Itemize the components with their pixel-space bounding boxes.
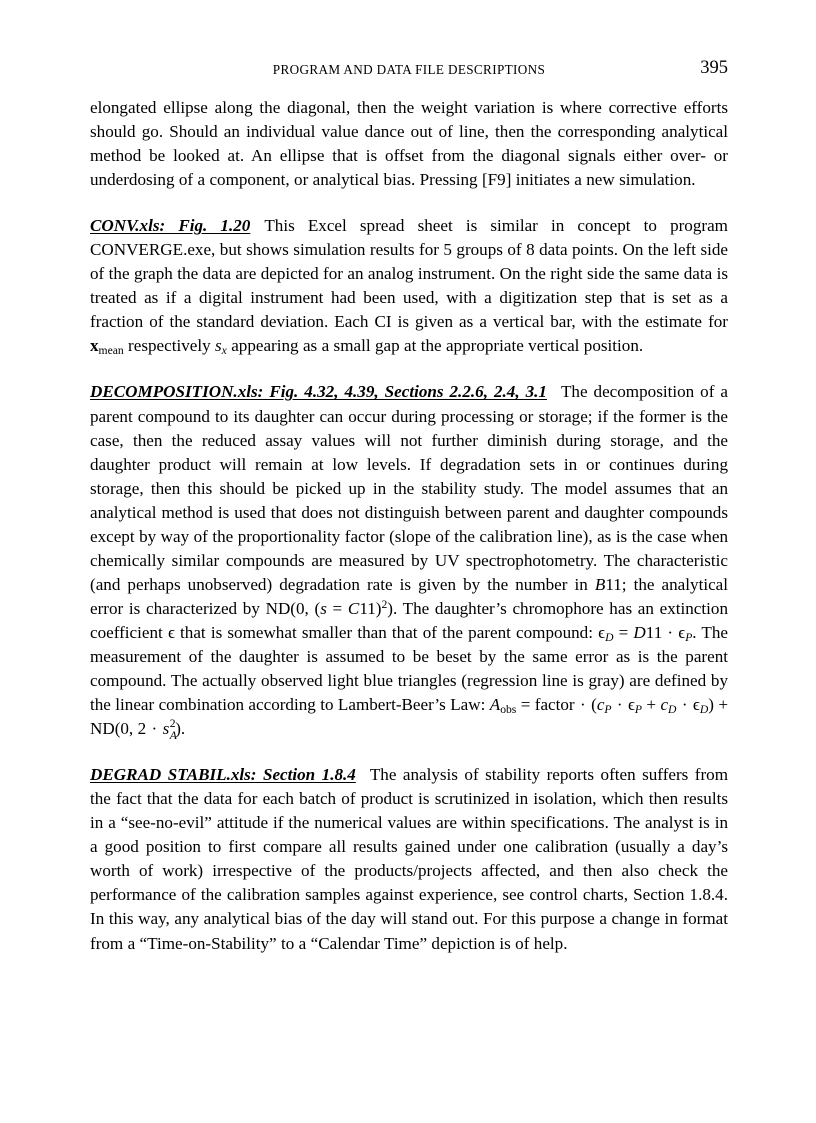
formula-dot-3: · (677, 695, 692, 715)
run-in-heading-conv-xls: CONV.xls: Fig. 1.20 (90, 216, 251, 236)
math-x-mean-base: x (90, 336, 99, 356)
run-in-heading-decomposition-xls: DECOMPOSITION.xls: Fig. 4.32, 4.39, Sections 2.2.6, 2.4, 3.1 (90, 382, 547, 402)
math-s-symbol: s (320, 598, 327, 618)
formula-cp-subscript: P (604, 703, 612, 717)
math-d11-letter: D (633, 622, 646, 642)
formula-cd-subscript: D (668, 703, 677, 717)
math-epsilon-d-subscript: D (605, 630, 614, 644)
math-c11-letter: C (347, 598, 360, 618)
formula-epsilon-p-subscript: P (634, 703, 642, 717)
formula-dot-1: · (575, 695, 591, 715)
formula-factor-word: factor (534, 695, 575, 715)
paragraph-text-part-2: ; the analytical error is characterized by ND(0, ( (90, 574, 728, 618)
formula-nd-open: ND(0, 2 (90, 719, 151, 739)
paragraph-text-part-3: appearing as a small gap at the appropriate vertical position. (226, 336, 644, 356)
math-c11-close-paren: ) (375, 598, 382, 618)
math-epsilon-d-base: ϵ (598, 622, 606, 642)
running-head-title: PROGRAM AND DATA FILE DESCRIPTIONS (272, 62, 546, 77)
math-s-x-base: s (215, 336, 222, 356)
running-header (90, 58, 728, 96)
formula-a-subscript: obs (500, 703, 517, 717)
paragraph-degrad-stabil-xls (90, 763, 728, 955)
math-epsilon-p-subscript: P (685, 630, 693, 644)
math-b11-number: 11 (605, 574, 622, 594)
math-c11-number: 11 (359, 598, 376, 618)
paragraph-text: The analysis of stability reports often suffers from the fact that the data for each batch of product is scrutinized in isolation, which then results in a “see-no-evil” attitude if the numerical values are within specifications. The analyst is in a good position to first compare all results gained under one calibration (usually a day’s worth of work) irrespective of the products/projects affected, and then also check the performance of the calibration samples against experience, see control charts, Section 1.8.4. In this way, any analytical bias of the day will stand out. For this purpose a change in format from a “Time-on-Stability” to a “Calendar Time” depiction is of help. (90, 765, 728, 953)
math-b11-letter: B (594, 574, 606, 594)
math-c11-exponent: 2 (381, 597, 388, 611)
formula-dot-4: · (151, 719, 162, 739)
paragraph-text-part-5: that is somewhat smaller than that of the parent compound: (174, 622, 599, 642)
formula-equals: = (516, 695, 535, 715)
formula-open-paren: ( (591, 695, 597, 715)
paragraph-continuation (90, 96, 728, 192)
formula-plus-2: + (713, 695, 728, 715)
formula-a-symbol: A (489, 695, 501, 715)
paragraph-decomposition-xls: DECOMPOSITION.xls: Fig. 4.32, 4.39, Sections 2.2.6, 2.4, 3.1 The decomposition of a parent compound to its daughter can occur during processing or storage; if the former is the case, then the reduced assay values will not further diminish during storage, and the daughter product will remain at low levels. If degradation sets in or continues during storage, then this should be picked up in the stability study. The model assumes that an analytical method is used that does not distinguish between parent and daughter compounds except by way of the proportionality factor (slope of the calibration line), as is the case when chemically similar compounds are measured by UV spectrophotometry. The characteristic (and perhaps unobserved) degradation rate is given by the number in B11; the analytical error is characterized by ND(0, (s = C11)$^2$). The daughter’s chromophore has an extinction coefficient ϵ that is somewhat smaller than that of the parent compound: $\epsilon_D = D11 \cdot \epsilon_P$. The measurement of the daughter is assumed to be beset by the same error as is the parent compound. The actually observed light blue triangles (regression line is gray) are defined by the linear combination according to Lambert-Beer’s Law: $A_{obs}$ = factor · $(c_P \cdot \epsilon_P + c_D \cdot \epsilon_D) + ND(0$, 2 · s A 2 ). (90, 382, 729, 742)
math-epsilon-p-base: ϵ (678, 622, 686, 642)
math-d11-number: 11 (645, 622, 663, 642)
formula-cp-base: c (596, 695, 605, 715)
formula-close-paren: ) (708, 695, 714, 715)
paragraph-text-part-8: . The measurement of the daughter is assumed to be beset by the same error as is the parent compound. The actually observed light blue triangles (regression line is gray) are defined by the linear combination according to Lambert-Beer’s Law: (90, 622, 729, 715)
formula-epsilon-d-subscript: D (699, 703, 709, 717)
math-x-mean-subscript: mean (98, 344, 124, 358)
formula-dot-2: · (612, 695, 627, 715)
formula-epsilon-d-base: ϵ (692, 695, 700, 715)
page-content-column (90, 58, 729, 956)
paragraph-text-part-2: respectively (123, 336, 216, 356)
math-s-x-subscript: x (221, 344, 227, 358)
paragraph-text-part-3: = (326, 598, 348, 618)
paragraph-conv-xls (90, 214, 728, 358)
formula-cd-base: c (660, 695, 669, 715)
paragraph-text-part-1: The decomposition of a parent compound to its daughter can occur during processing or storage; if the former is the case, then the reduced assay values will not further diminish during storage, and the daughter product will remain at low levels. If degradation sets in or continues during storage, then this should be picked up in the stability study. The model assumes that an analytical method is used that does not distinguish between parent and daughter compounds except by way of the proportionality factor (slope of the calibration line), as is the case when chemically similar compounds are measured by UV spectrophotometry. The characteristic (and perhaps unobserved) degradation rate is given by the number in (90, 382, 728, 594)
run-in-heading-degrad-stabil-xls: DEGRAD STABIL.xls: Section 1.8.4 (90, 765, 356, 785)
formula-plus-1: + (642, 695, 661, 715)
paragraph-text: elongated ellipse along the diagonal, then the weight variation is where corrective efforts should go. Should an individual value dance out of line, then the corresponding analytical method be looked at. An ellipse that is offset from the diagonal signals either over- or underdosing of a component, or analytical bias. Pressing [F9] initiates a new simulation. (90, 98, 728, 190)
formula-epsilon-p-base: ϵ (627, 695, 635, 715)
page-number: 395 (700, 58, 728, 78)
paragraph-text-part-7: · (662, 622, 679, 642)
paragraph-text-part-4: ). The daughter’s chromophore has an extinction coefficient (90, 598, 728, 642)
formula-sa-base: s (162, 719, 170, 739)
math-epsilon-symbol: ϵ (167, 622, 175, 642)
paragraph-text-part-1: This Excel spread sheet is similar in concept to program CONVERGE.exe, but shows simulation results for 5 groups of 8 data points. On the left side of the graph the data are depicted for an analog instrument. On the right side the same data is treated as if a digital instrument had been used, with a digitization step that is set as a fraction of the standard deviation. Each CI is given as a vertical bar, with the estimate for (90, 216, 728, 332)
paragraph-text-part-6: = (613, 622, 634, 642)
formula-end: ). (175, 719, 186, 739)
